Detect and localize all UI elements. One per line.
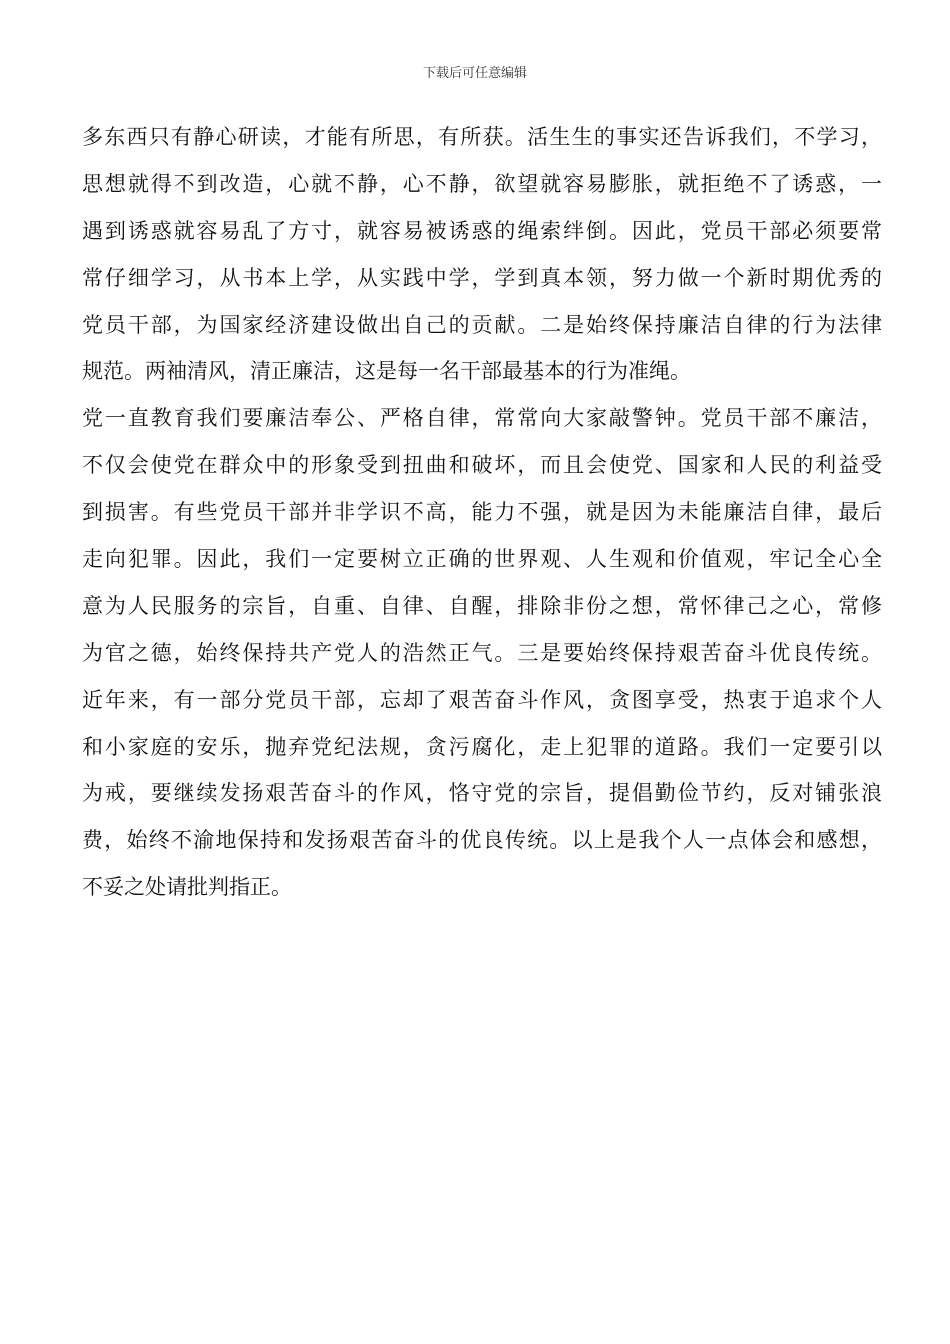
text-line: 走向犯罪。因此，我们一定要树立正确的世界观、人生观和价值观，牢记全心全	[82, 547, 882, 572]
text-line: 党一直教育我们要廉洁奉公、严格自律，常常向大家敲警钟。党员干部不廉洁，	[82, 406, 882, 431]
text-line: 常仔细学习，从书本上学，从实践中学，学到真本领，努力做一个新时期优秀的	[82, 265, 882, 290]
text-line: 到损害。有些党员干部并非学识不高，能力不强，就是因为未能廉洁自律，最后	[82, 500, 882, 525]
text-line: 规范。两袖清风，清正廉洁，这是每一名干部最基本的行为准绳。	[82, 359, 691, 384]
text-line: 费，始终不渝地保持和发扬艰苦奋斗的优良传统。以上是我个人一点体会和感想，	[82, 828, 882, 853]
text-line: 和小家庭的安乐，抛弃党纪法规，贪污腐化，走上犯罪的道路。我们一定要引以	[82, 734, 882, 759]
text-line: 不仅会使党在群众中的形象受到扭曲和破坏，而且会使党、国家和人民的利益受	[82, 453, 882, 478]
text-line: 多东西只有静心研读，才能有所思，有所获。活生生的事实还告诉我们，不学习，	[82, 125, 882, 149]
text-line: 近年来，有一部分党员干部，忘却了艰苦奋斗作风，贪图享受，热衷于追求个人	[82, 687, 882, 712]
text-line: 为戒，要继续发扬艰苦奋斗的作风，恪守党的宗旨，提倡勤俭节约，反对铺张浪	[82, 781, 882, 806]
text-line: 思想就得不到改造，心就不静，心不静，欲望就容易膨胀，就拒绝不了诱惑，一	[82, 171, 882, 196]
text-line: 意为人民服务的宗旨，自重、自律、自醒，排除非份之想，常怀律己之心，常修	[82, 593, 882, 618]
text-line: 遇到诱惑就容易乱了方寸，就容易被诱惑的绳索绊倒。因此，党员干部必须要常	[82, 218, 882, 243]
body-text	[82, 114, 882, 911]
text-line: 为官之德，始终保持共产党人的浩然正气。三是要始终保持艰苦奋斗优良传统。	[82, 640, 882, 665]
text-line: 党员干部，为国家经济建设做出自己的贡献。二是始终保持廉洁自律的行为法律	[82, 312, 882, 337]
page-header: 下载后可任意编辑	[422, 66, 527, 81]
text-line: 不妥之处请批判指正。	[82, 875, 292, 900]
